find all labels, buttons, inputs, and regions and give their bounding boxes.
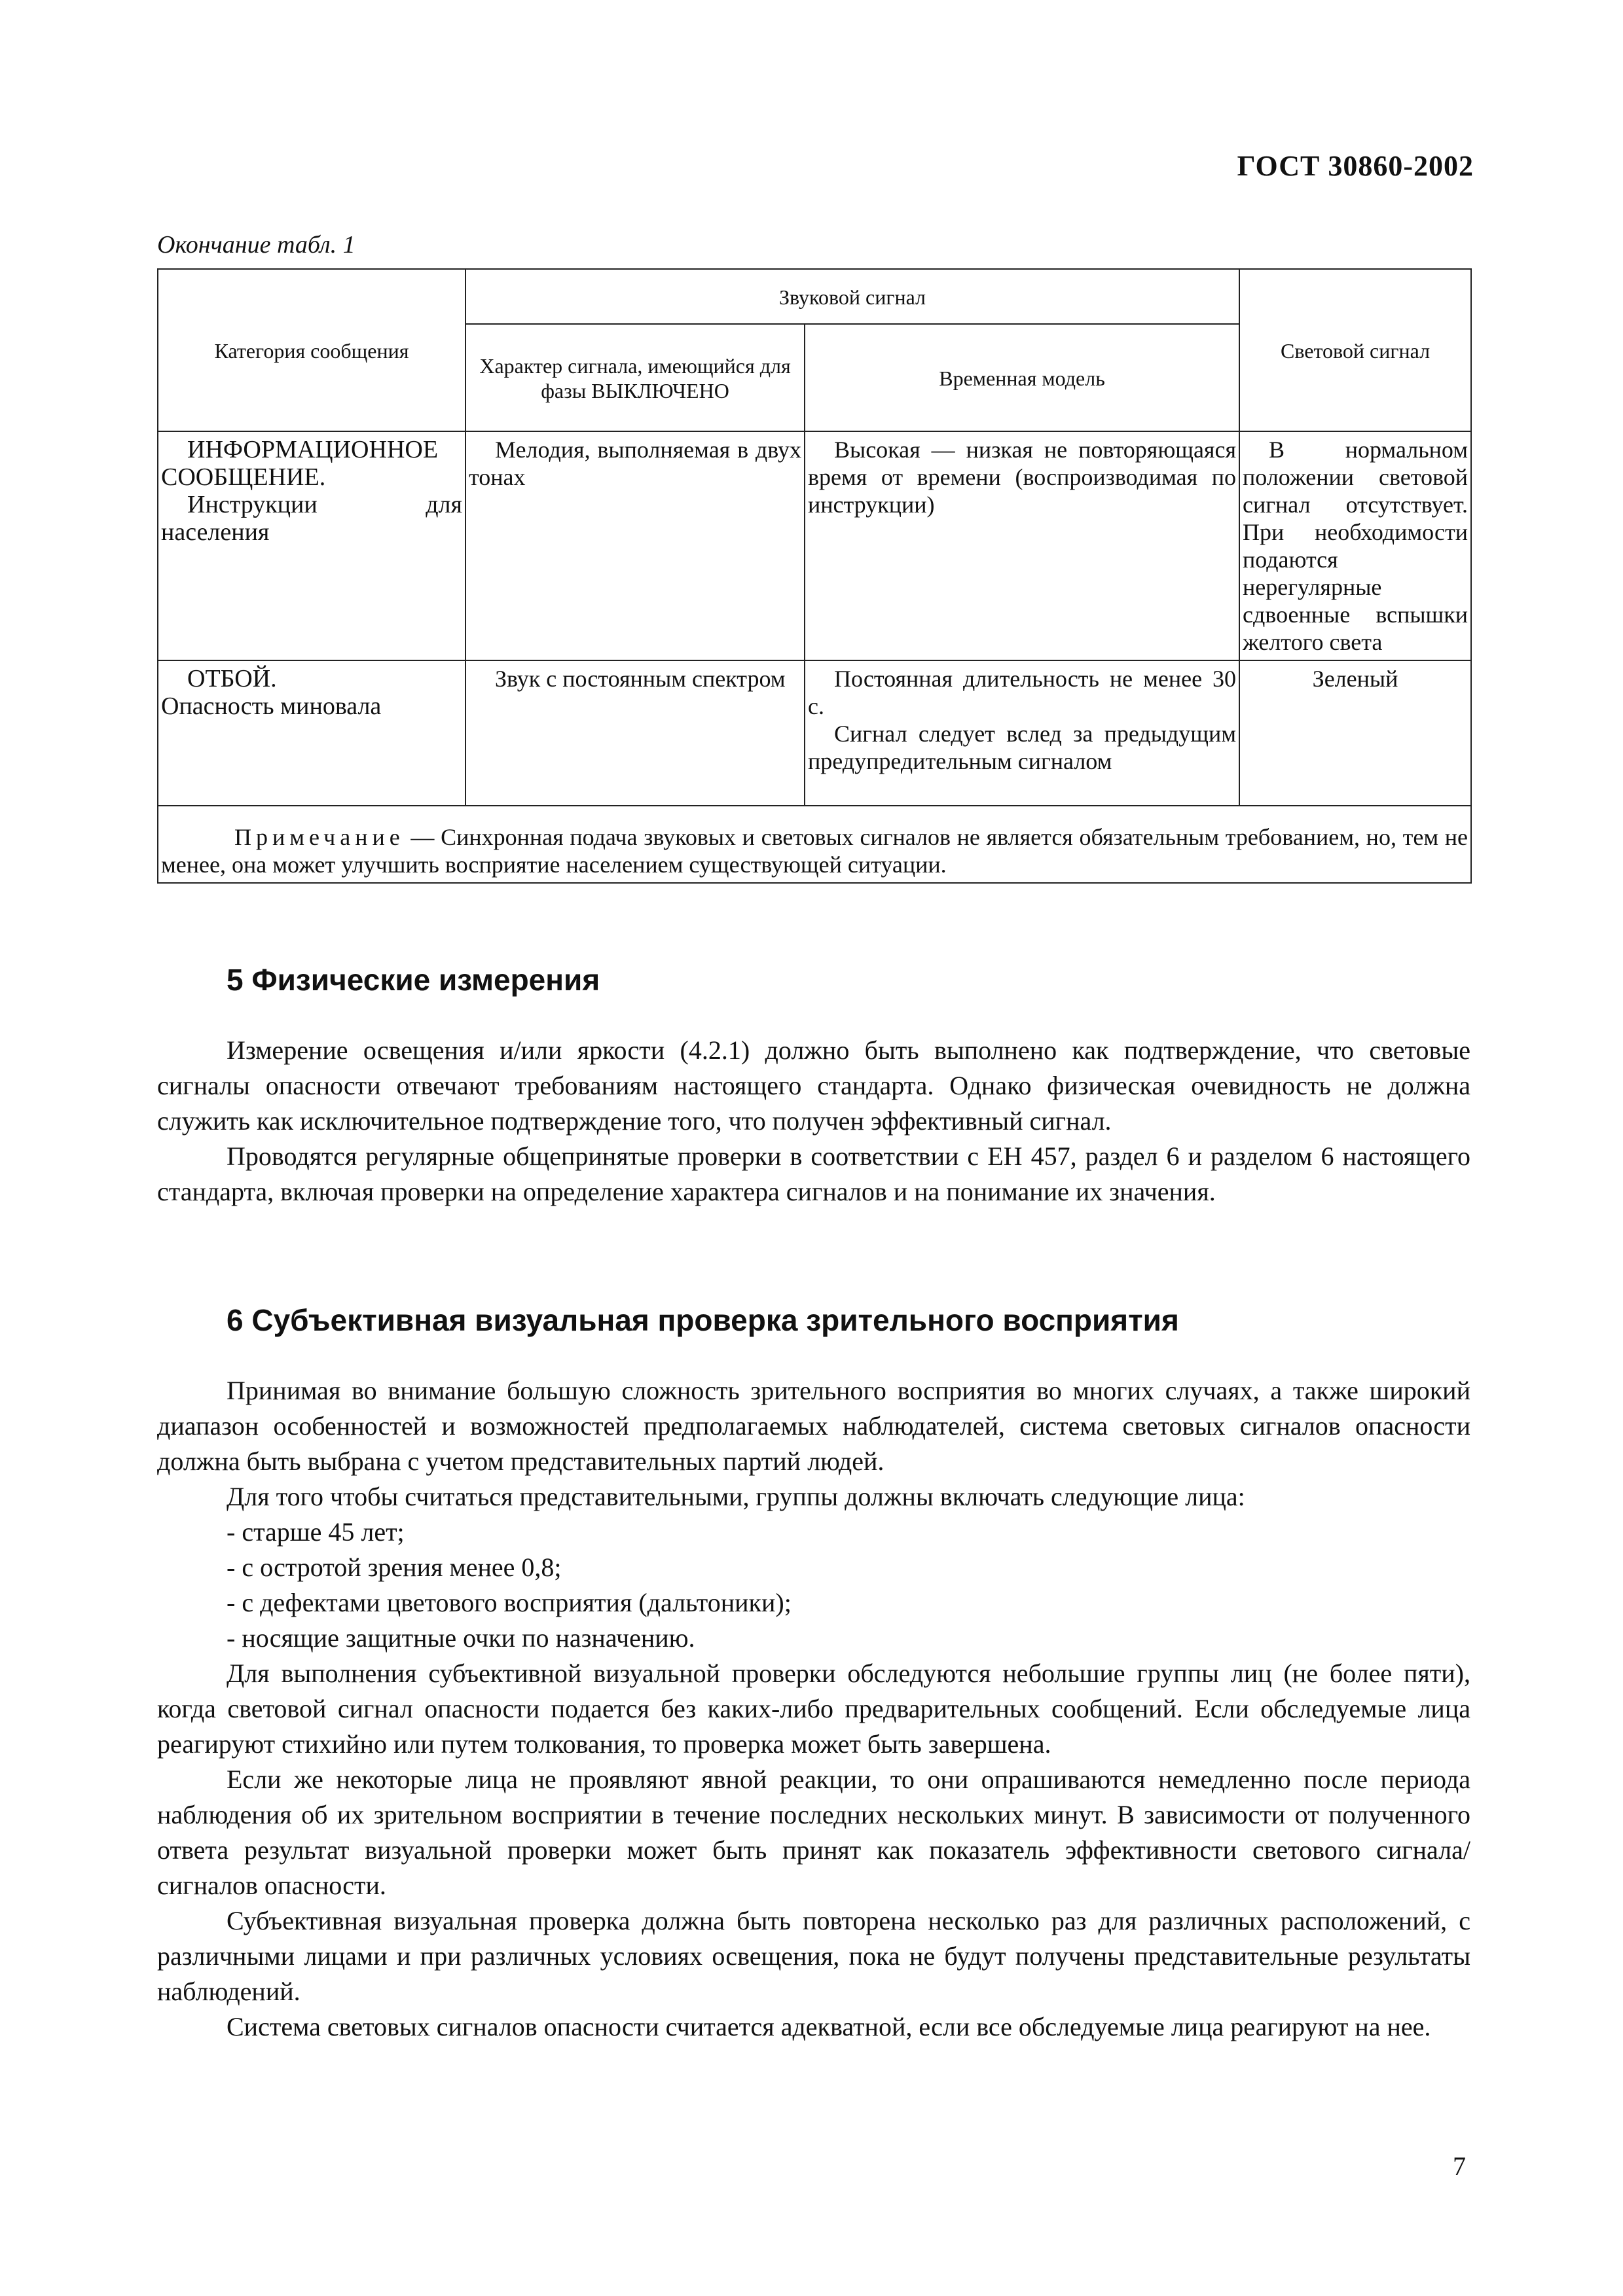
row-category-title: ИНФОРМАЦИОННОЕ СООБЩЕНИЕ. (161, 436, 439, 491)
row-temporal-model: Постоянная длительность не менее 30 с. Сигнал следует вслед за предыдущим предупредительным сигналом (805, 660, 1239, 806)
table-row (158, 660, 1471, 806)
paragraph: Проводятся регулярные общепринятые проверки в соответствии с ЕН 457, раздел 6 и разделом 6 настоящего стандарта, включая проверки на определение характера сигналов и на понимание их значения. (157, 1141, 1470, 1206)
row-category-sub: Опасность миновала (161, 692, 382, 720)
row-sound-character: Звук с постоянным спектром (465, 660, 805, 806)
row-sound-character: Мелодия, выполняемая в двух тонах (465, 431, 805, 660)
section-5-title: 5 Физические измерения (227, 963, 600, 997)
section-5-body (157, 1033, 1470, 1210)
table-continuation-note: Окончание табл. 1 (157, 231, 356, 259)
header-temporal-model: Временная модель (805, 324, 1239, 431)
table-header-row (158, 269, 1471, 324)
section-6-body (157, 1373, 1470, 2045)
paragraph: Субъективная визуальная проверка должна быть повторена несколько раз для различных расположений, с различными лицами и при различных условиях освещения, пока не будут получены представительные результаты наблюдений. (157, 1906, 1470, 2006)
signals-table (157, 268, 1472, 884)
row-category-sub: Инструкции для населения (161, 491, 462, 546)
table-note-row (158, 806, 1471, 883)
paragraph: Для того чтобы считаться представительными, группы должны включать следующие лица: (227, 1482, 1245, 1511)
page-number: 7 (1453, 2151, 1466, 2181)
section-6-title: 6 Субъективная визуальная проверка зрительного восприятия (227, 1303, 1179, 1337)
table-note (158, 806, 1471, 883)
row-category (158, 660, 465, 806)
row-temporal-extra: Сигнал следует вслед за предыдущим предупредительным сигналом (808, 721, 1237, 774)
paragraph: Принимая во внимание большую сложность зрительного восприятия во многих случаях, а также широкий диапазон особенностей и возможностей предполагаемых наблюдателей, система световых сигналов опасности должна быть выбрана с учетом представительных партий людей. (157, 1376, 1470, 1476)
row-category-title: ОТБОЙ. (187, 665, 277, 692)
table-row (158, 431, 1471, 660)
header-sound-character: Характер сигнала, имеющийся для фазы ВЫКЛЮЧЕНО (465, 324, 805, 431)
list-item: - старше 45 лет; (227, 1517, 405, 1547)
header-category: Категория сообщения (158, 269, 465, 431)
header-light: Световой сигнал (1239, 269, 1471, 431)
document-id: ГОСТ 30860-2002 (1237, 150, 1474, 182)
paragraph: Если же некоторые лица не проявляют явной реакции, то они опрашиваются немедленно после периода наблюдения об их зрительном восприятии в течение последних нескольких минут. В зависимости от полученного ответа результат визуальной проверки может быть принят как показатель эффективности светового сигнала/сигналов опасности. (157, 1765, 1470, 1900)
paragraph: Для выполнения субъективной визуальной проверки обследуются небольшие группы лиц (не более пяти), когда световой сигнал опасности подается без каких-либо предварительных сообщений. Если обследуемые лица реагируют стихийно или путем толкования, то проверка может быть завершена. (157, 1659, 1470, 1759)
row-category (158, 431, 465, 660)
list-item: - с остротой зрения менее 0,8; (227, 1552, 562, 1582)
row-light-signal: Зеленый (1239, 660, 1471, 806)
list-item: - с дефектами цветового восприятия (дальтоники); (227, 1588, 792, 1617)
header-sound: Звуковой сигнал (465, 269, 1239, 324)
note-text: — Синхронная подача звуковых и световых сигналов не является обязательным требованием, но, тем не менее, она может улучшить восприятие населением существующей ситуации. (161, 824, 1468, 878)
list-item: - носящие защитные очки по назначению. (227, 1623, 695, 1653)
paragraph: Измерение освещения и/или яркости (4.2.1) должно быть выполнено как подтверждение, что световые сигналы опасности отвечают требованиям настоящего стандарта. Однако физическая очевидность не должна служить как исключительное подтверждение того, что получен эффективный сигнал. (157, 1035, 1470, 1136)
row-light-signal: В нормальном положении световой сигнал отсутствует. При необходимости подаются нерегулярные сдвоенные вспышки желтого света (1239, 431, 1471, 660)
paragraph: Система световых сигналов опасности считается адекватной, если все обследуемые лица реагируют на нее. (227, 2012, 1431, 2041)
note-label: Примечание (234, 824, 405, 850)
row-temporal-model: Высокая — низкая не повторяющаяся время от времени (воспроизводимая по инструкции) (805, 431, 1239, 660)
